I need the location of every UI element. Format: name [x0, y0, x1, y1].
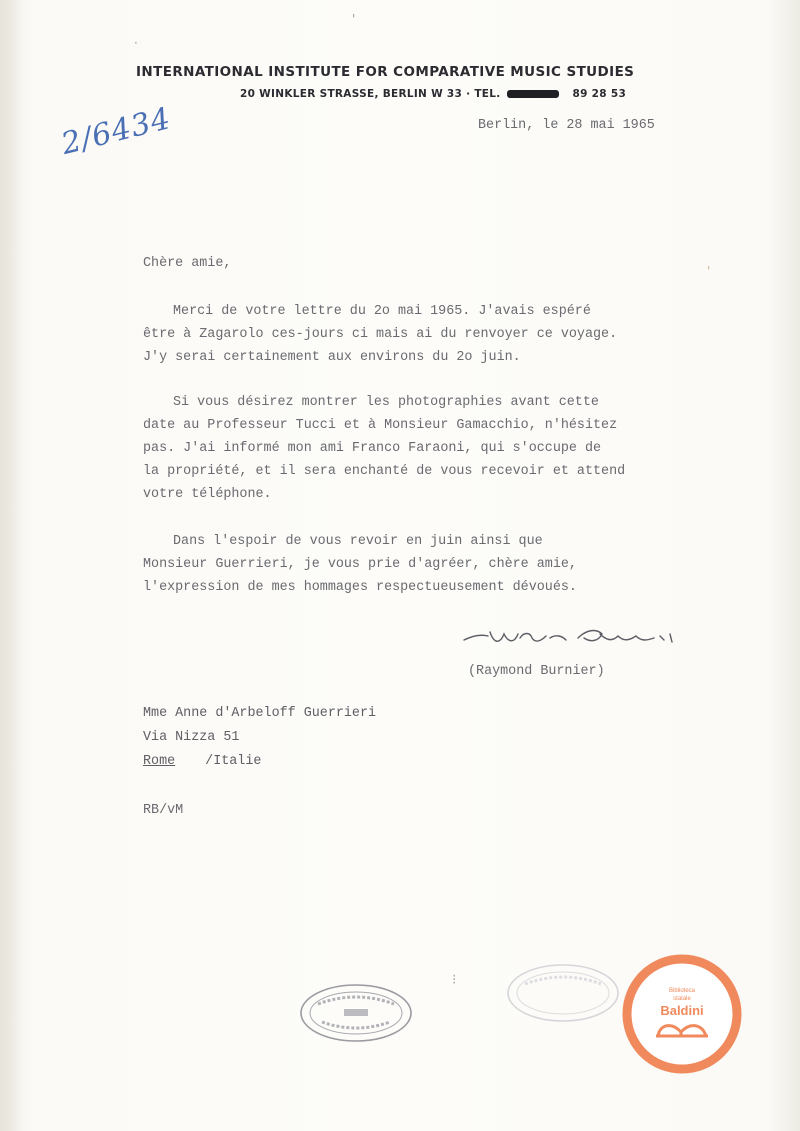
recipient-street: Via Nizza 51	[143, 730, 240, 745]
redacted-prefix	[507, 90, 559, 98]
paragraph-line: date au Professeur Tucci et à Monsieur Gamacchio, n'hésitez	[143, 418, 618, 433]
letterhead-phone: 89 28 53	[572, 88, 627, 100]
recipient-country: /Italie	[205, 754, 262, 769]
handwritten-reference: 2/6434	[58, 101, 175, 162]
letterhead-institute: INTERNATIONAL INSTITUTE FOR COMPARATIVE MUSIC STUDIES	[136, 64, 635, 80]
paragraph-1	[143, 300, 617, 369]
paragraph-line: l'expression de mes hommages respectueusement dévoués.	[143, 580, 577, 595]
logo-text-line1: Biblioteca	[668, 988, 696, 994]
faded-library-stamp	[505, 962, 621, 1024]
paragraph-3	[143, 530, 577, 599]
paragraph-line: être à Zagarolo ces-jours ci mais ai du renvoyer ce voyage.	[143, 327, 618, 342]
paragraph-line: Monsieur Guerrieri, je vous prie d'agréer, chère amie,	[143, 557, 577, 572]
letterhead-address	[240, 88, 626, 100]
paragraph-line: pas. J'ai informé mon ami Franco Faraoni, qui s'occupe de	[143, 441, 602, 456]
paragraph-line: Merci de votre lettre du 2o mai 1965. J'avais espéré	[173, 304, 591, 319]
paper-edge	[0, 0, 22, 1131]
recipient-name: Mme Anne d'Arbeloff Guerrieri	[143, 706, 377, 721]
paragraph-line: J'y serai certainement aux environs du 2o juin.	[143, 350, 521, 365]
paragraph-line: Si vous désirez montrer les photographies avant cette	[173, 395, 599, 410]
library-logo	[620, 952, 744, 1076]
handwritten-signature	[460, 620, 700, 660]
letterhead-street: 20 WINKLER STRASSE, BERLIN W 33 · TEL.	[240, 88, 501, 100]
signatory-name: (Raymond Burnier)	[468, 664, 605, 679]
library-stamp	[298, 982, 414, 1044]
paper-mark: '	[352, 12, 356, 26]
recipient-address	[143, 702, 376, 774]
typist-initials: RB/vM	[143, 803, 184, 818]
paper-mark: '	[707, 264, 711, 278]
logo-name: Baldini	[660, 1003, 704, 1018]
recipient-city: Rome	[143, 754, 176, 769]
paper-mark: ·	[134, 36, 138, 50]
logo-text-line2: statale	[673, 996, 691, 1002]
paper-mark: ⁝	[452, 972, 457, 988]
paragraph-2	[143, 391, 625, 506]
salutation: Chère amie,	[143, 256, 232, 271]
paragraph-line: votre téléphone.	[143, 487, 272, 502]
letter-date: Berlin, le 28 mai 1965	[478, 118, 655, 133]
paragraph-line: Dans l'espoir de vous revoir en juin ainsi que	[173, 534, 543, 549]
paragraph-line: la propriété, et il sera enchanté de vous recevoir et attend	[143, 464, 626, 479]
recipient-city-line	[143, 750, 376, 774]
